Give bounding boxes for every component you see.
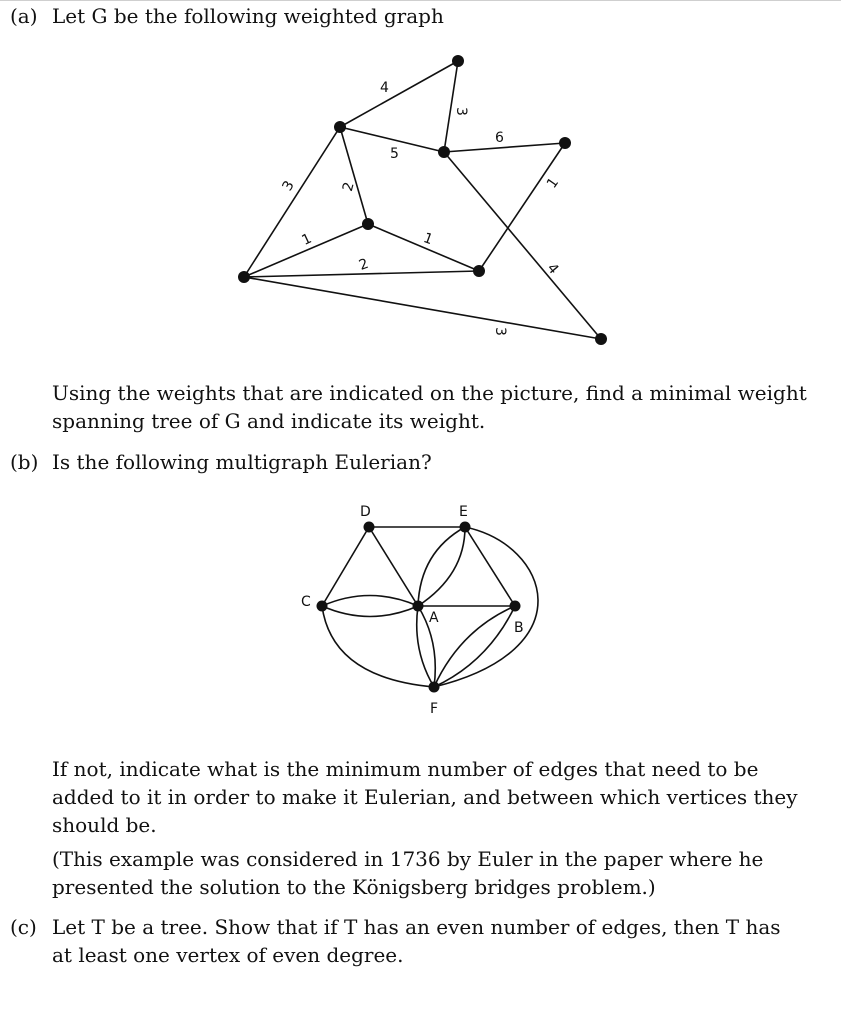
part-b-followup-line1: If not, indicate what is the minimum number of edges that need to be	[52, 757, 759, 781]
edge	[322, 596, 418, 607]
edge	[369, 527, 418, 606]
part-b-note-line2: presented the solution to the Königsberg bridges problem.)	[52, 875, 656, 899]
edge-weight: 5	[390, 146, 399, 162]
edge-weight: 6	[495, 130, 504, 146]
edge-weight: 2	[356, 255, 371, 274]
vertex-b	[510, 601, 521, 612]
part-a-question-line2: spanning tree of G and indicate its weight.	[52, 409, 486, 433]
edge-weight: 3	[492, 327, 508, 336]
part-a-intro: Let G be the following weighted graph	[52, 4, 444, 28]
vertex-label-a: A	[429, 610, 439, 626]
edge-weight: 4	[380, 80, 389, 96]
part-b-followup-line3: should be.	[52, 813, 157, 837]
vertex-label-d: D	[360, 504, 371, 520]
part-a-question-line1: Using the weights that are indicated on the picture, find a minimal weight	[52, 381, 807, 405]
part-c-label: (c)	[10, 915, 37, 939]
vertex-label-e: E	[459, 504, 468, 520]
vertex-label-b: B	[514, 620, 524, 636]
edge	[418, 527, 465, 606]
edge	[434, 527, 538, 687]
edge	[322, 606, 418, 617]
edge-weight: 1	[299, 230, 315, 249]
edge-weight: 3	[279, 178, 298, 194]
part-a-label: (a)	[10, 4, 38, 28]
vertex-label-f: F	[430, 701, 439, 717]
vertex-d	[364, 522, 375, 533]
vertex-e	[460, 522, 471, 533]
vertex-f	[429, 682, 440, 693]
vertex-c	[317, 601, 328, 612]
vertex-label-c: C	[301, 594, 311, 610]
part-c-line2: at least one vertex of even degree.	[52, 943, 404, 967]
edge-weight: 3	[453, 107, 469, 116]
part-b-question: Is the following multigraph Eulerian?	[52, 450, 432, 474]
edge	[322, 527, 369, 606]
edge-weight: 2	[339, 180, 358, 194]
part-c-line1: Let T be a tree. Show that if T has an even number of edges, then T has	[52, 915, 781, 939]
edge	[434, 606, 515, 687]
part-b-label: (b)	[10, 450, 39, 474]
edge	[434, 606, 515, 687]
edge	[465, 527, 515, 606]
edge-weight: 4	[543, 260, 562, 278]
edge-weight: 1	[421, 230, 436, 249]
edge-weight: 1	[543, 174, 563, 192]
part-b-note-line1: (This example was considered in 1736 by Euler in the paper where he	[52, 847, 764, 871]
edge	[418, 527, 465, 606]
vertex-a	[413, 601, 424, 612]
part-b-followup-line2: added to it in order to make it Eulerian, and between which vertices they	[52, 785, 798, 809]
